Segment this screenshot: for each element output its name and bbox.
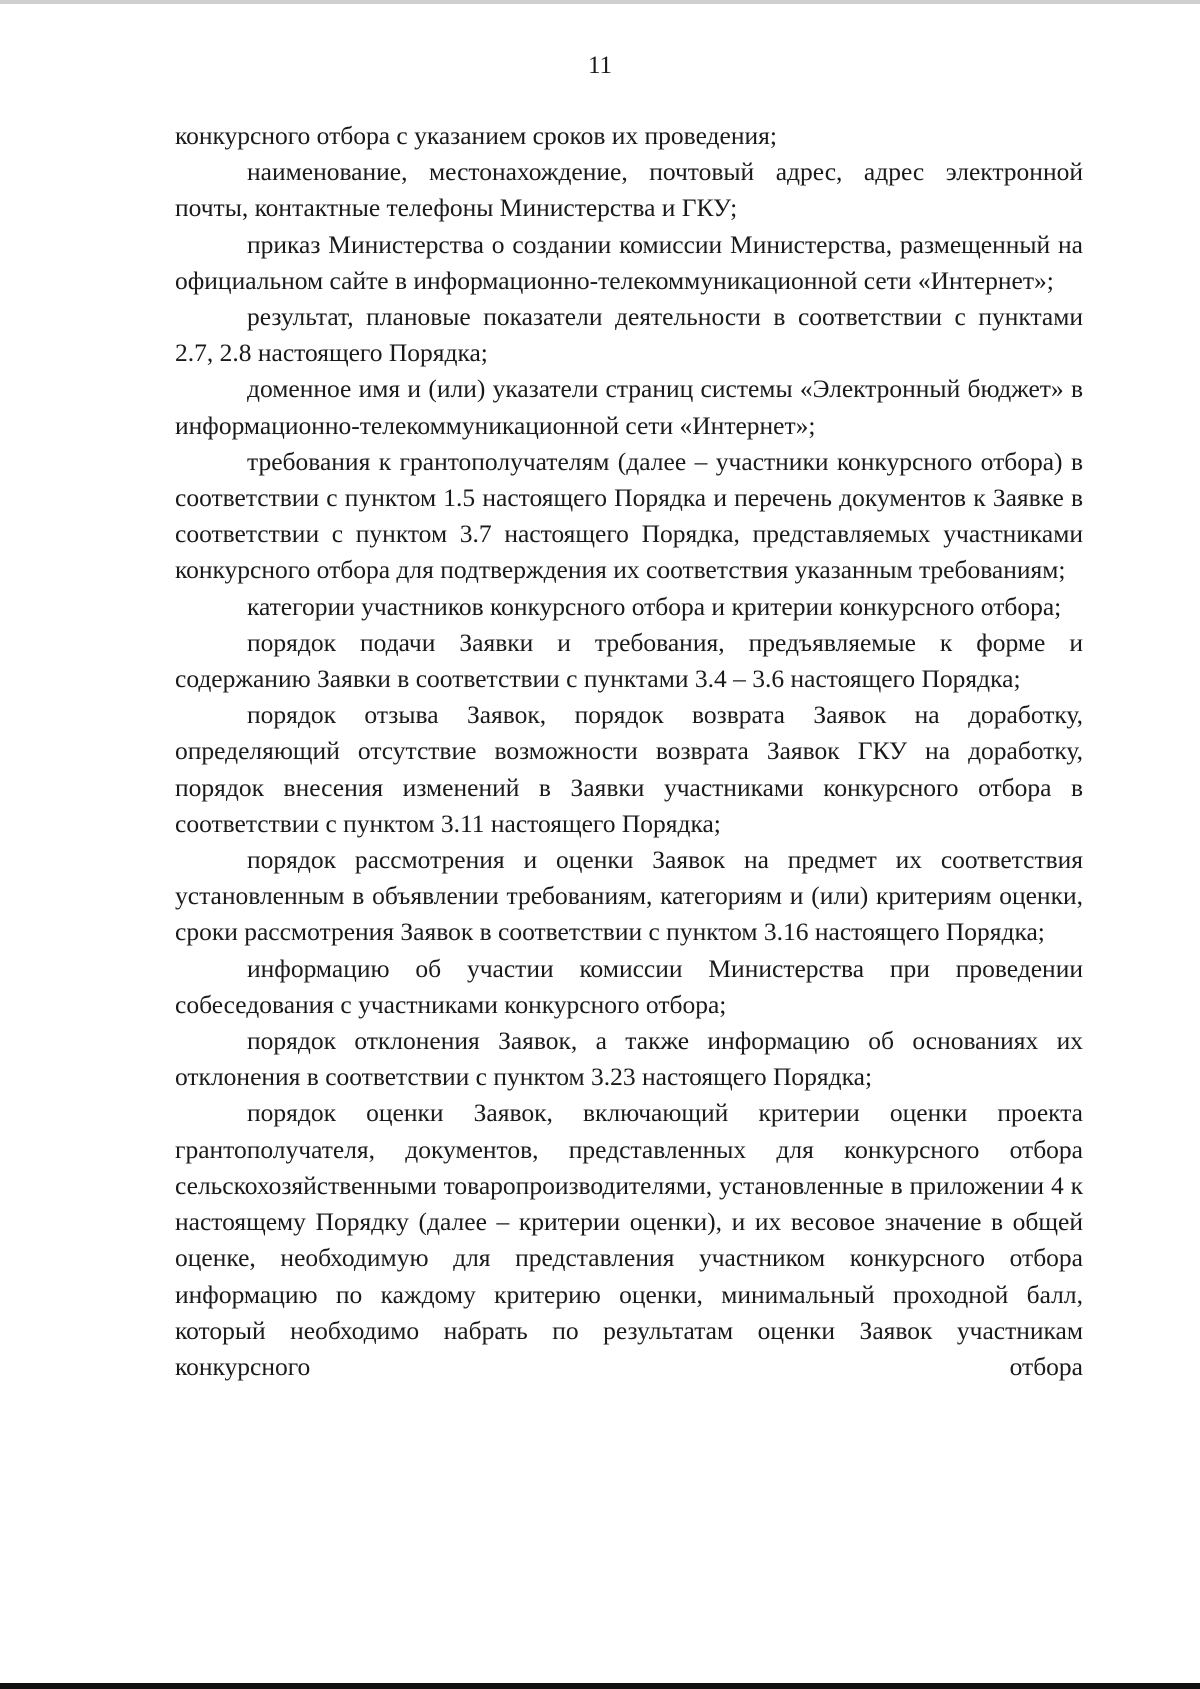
paragraph: порядок отзыва Заявок, порядок возврата Заявок на доработку, определяющий отсутствие возможности возврата Заявок ГКУ на доработку, порядок внесения изменений в Заявки участниками конкурсного отбора в соответствии с пунктом 3.11 настоящего Порядка; — [175, 700, 1083, 838]
paragraph: конкурсного отбора с указанием сроков их проведения; — [175, 121, 777, 150]
scan-edge-top — [0, 0, 1200, 4]
paragraph: порядок отклонения Заявок, а также информацию об основаниях их отклонения в соответствии с пунктом 3.23 настоящего Порядка; — [175, 1026, 1083, 1092]
paragraph: требования к грантополучателям (далее – участники конкурсного отбора) в соответствии с пунктом 1.5 настоящего Порядка и перечень документов к Заявке в соответствии с пунктом 3.7 настоящего Порядка, представляемых участниками конкурсного отбора для подтверждения их соответствия указанным требованиям; — [175, 446, 1083, 585]
document-body — [175, 118, 1083, 1385]
paragraph: приказ Министерства о создании комиссии Министерства, размещенный на официальном сайте в информационно-телекоммуникационной сети «Интернет»; — [175, 229, 1083, 295]
paragraph: порядок подачи Заявки и требования, предъявляемые к форме и содержанию Заявки в соответствии с пунктами 3.4 – 3.6 настоящего Порядка; — [175, 627, 1083, 694]
paragraph: доменное имя и (или) указатели страниц системы «Электронный бюджет» в информационно-телекоммуникационной сети «Интернет»; — [175, 374, 1083, 440]
paragraph: порядок рассмотрения и оценки Заявок на предмет их соответствия установленным в объявлении требованиям, категориям и (или) критериям оценки, сроки рассмотрения Заявок в соответствии с пунктом 3.16 настоящего Порядка; — [175, 845, 1083, 947]
paragraph: информацию об участии комиссии Министерства при проведении собеседования с участниками конкурсного отбора; — [175, 953, 1083, 1019]
paragraph: наименование, местонахождение, почтовый адрес, адрес электронной почты, контактные телефоны Министерства и ГКУ; — [175, 157, 1083, 223]
paragraph: результат, плановые показатели деятельности в соответствии с пунктами 2.7, 2.8 настоящего Порядка; — [175, 302, 1083, 368]
paragraph: порядок оценки Заявок, включающий критерии оценки проекта грантополучателя, документов, представленных для конкурсного отбора сельскохозяйственными товаропроизводителями, установленные в приложении 4 к настоящему Порядку (далее – критерии оценки), и их весовое значение в общей оценке, необходимую для представления участником конкурсного отбора информацию по каждому критерию оценки, минимальный проходной балл, который необходимо набрать по результатам оценки Заявок участникам конкурсного отбора — [175, 1098, 1083, 1381]
page-number: 11 — [587, 52, 613, 79]
paragraph: категории участников конкурсного отбора и критерии конкурсного отбора; — [247, 591, 1062, 621]
scan-edge-bottom — [0, 1683, 1200, 1689]
